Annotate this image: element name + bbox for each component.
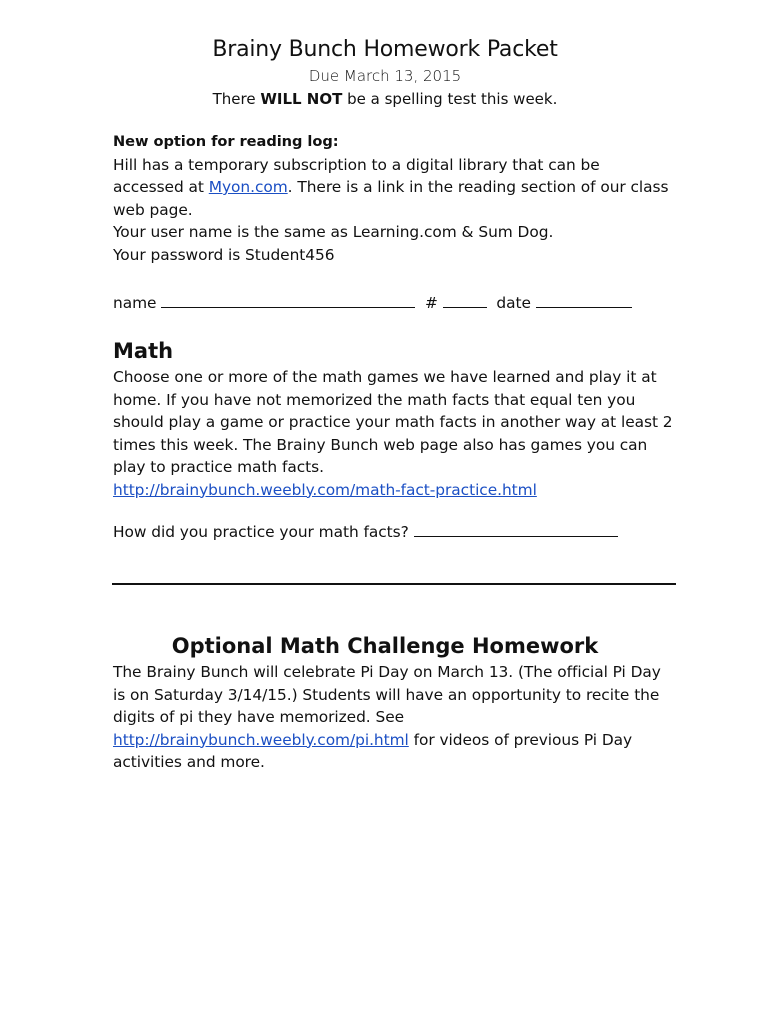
number-label: # [424,294,438,312]
name-line-row [113,292,673,315]
date-label: date [496,294,531,312]
username-note: Your user name is the same as Learning.com & Sum Dog. [113,223,554,241]
reading-log-text-start: Hill has a temporary subscription to a digital library that can be accessed at [113,155,600,196]
page-title: Brainy Bunch Homework Packet [212,37,558,62]
name-blank [161,293,415,308]
pi-link[interactable]: http://brainybunch.weebly.com/pi.html [113,730,409,749]
due-date: Due March 13, 2015 [308,67,462,85]
reading-log-text-end: . There is a link in the reading section of our class web page. [113,178,669,219]
reading-log-description [113,154,673,222]
number-blank [443,293,487,308]
myon-link[interactable]: Myon.com [208,178,288,196]
math-question: How did you practice your math facts? [113,523,409,541]
challenge-heading: Optional Math Challenge Homework [171,634,599,658]
math-answer-blank [414,522,618,537]
spelling-suffix: be a spelling test this week. [342,90,558,108]
spelling-prefix: There [212,90,261,108]
math-question-row [113,521,673,544]
math-heading: Math [113,339,174,363]
date-blank [536,293,632,308]
challenge-section [113,661,673,774]
challenge-text-start: The Brainy Bunch will celebrate Pi Day on March 13. (The official Pi Day is on Saturday 3/14/15.) Students will have an opportunity to recite the digits of pi they have memorized. See [113,663,661,726]
section-divider [112,583,676,585]
reading-log-section [113,131,673,266]
name-label: name [113,294,157,312]
reading-log-heading: New option for reading log: [113,133,339,150]
spelling-emphasis: WILL NOT [260,90,343,108]
spelling-notice [0,89,770,109]
password-note: Your password is Student456 [113,245,335,264]
challenge-description [113,661,673,774]
math-instructions: Choose one or more of the math games we have learned and play it at home. If you have not memorized the math facts that equal ten you should play a game or practice your math facts in another way at least 2 times this week. The Brainy Bunch web page also has games you can play to practice math facts. [113,368,673,476]
math-section [113,366,673,544]
challenge-text-end: for videos of previous Pi Day activities and more. [113,730,633,771]
math-fact-practice-link[interactable]: http://brainybunch.weebly.com/math-fact-practice.html [113,480,537,499]
